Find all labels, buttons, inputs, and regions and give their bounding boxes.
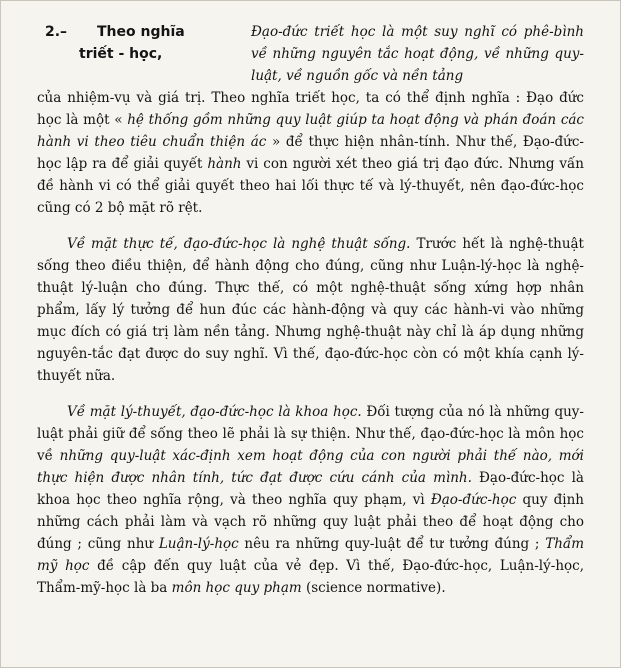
p3-text-a: Đối tượng của nó là những quy-luật phải giữ để sống theo lẽ phải là sự thiện. Như thế, đạo-đức-học là môn học về: [37, 404, 584, 464]
paragraph-practical: [37, 233, 584, 387]
p3-emph-b: những quy-luật xác-định xem hoạt động của con người phải thế nào, mới thực hiện được nhân tính, tức đạt được cứu cánh của mình.: [37, 448, 584, 486]
p1-text-b: » để thực hiện nhân-tính. Như thế, Đạo-đức-học lập ra để giải quyết: [37, 134, 584, 172]
p3-emph-a: Về mặt lý-thuyết, đạo-đức-học là khoa học.: [67, 404, 362, 420]
intro-text: [237, 21, 584, 87]
p1-emph-b: hành: [207, 156, 242, 172]
p3-emph-e: Thẩm mỹ học: [37, 536, 584, 574]
p3-text-e: đề cập đến quy luật của vẻ đẹp. Vì thế, Đạo-đức-học, Luận-lý-học, Thẩm-mỹ-học là ba: [37, 558, 584, 596]
section-title-line1: Theo nghĩa: [97, 24, 185, 40]
p3-text-d: nêu ra những quy-luật để tư tưởng đúng ;: [238, 536, 546, 552]
p3-emph-f: môn học quy phạm: [171, 580, 302, 596]
paragraph-gap: [37, 219, 584, 233]
p2-emph-a: Về mặt thực tế, đạo-đức-học là nghệ thuật sống.: [67, 236, 411, 252]
p3-emph-c: Đạo-đức-học: [430, 492, 517, 508]
intro-emphasis: Đạo-đức triết học là một suy nghĩ có phê-bình về những nguyên tắc hoạt động, về những quy-luật, về nguồn gốc và nền tảng: [251, 24, 584, 84]
section-heading: [37, 21, 237, 65]
p3-emph-d: Luận-lý-học: [158, 536, 239, 552]
p1-text-c: vi con người xét theo giá trị đạo đức. Nhưng vấn đề hành vi có thể giải quyết theo hai lối thực tế và lý-thuyết, nên đạo-đức-học cũng có 2 bộ mặt rõ rệt.: [37, 156, 584, 216]
p3-text-b: Đạo-đức-học là khoa học theo nghĩa rộng, và theo nghĩa quy phạm, vì: [37, 470, 584, 508]
paragraph-definition: [37, 87, 584, 219]
paragraph-theoretical: [37, 401, 584, 599]
p1-text-a: của nhiệm-vụ và giá trị. Theo nghĩa triết học, ta có thể định nghĩa : Đạo đức học là một «: [37, 90, 584, 128]
p1-emph-a: hệ thống gồm những quy luật giúp ta hoạt động và phán đoán các hành vi theo tiêu chuẩn thiện ác: [37, 112, 584, 150]
section-number: 2.–: [45, 24, 68, 40]
section-title-line2: triết - học,: [79, 46, 163, 62]
paragraph-gap: [37, 387, 584, 401]
p3-text-f: (science normative).: [301, 580, 446, 596]
p3-text-c: quy định những cách phải làm và vạch rõ những quy luật phải theo để hoạt động cho đúng ; cũng như: [37, 492, 584, 552]
section-header: [37, 21, 584, 87]
p2-text-a: Trước hết là nghệ-thuật sống theo điều thiện, để hành động cho đúng, cũng như Luận-lý-học là nghệ-thuật lý-luận cho đúng. Thực thế, có một nghệ-thuật sống xứng hợp nhân phẩm, lấy lý tưởng để hun đúc các hành-động và quy các hành-vi vào những mục đích có giá trị làm nền tảng. Nhưng nghệ-thuật này chỉ là áp dụng những nguyên-tắc đạt được do suy nghĩ. Vì thế, đạo-đức-học còn có một khía cạnh lý-thuyết nữa.: [37, 236, 584, 384]
